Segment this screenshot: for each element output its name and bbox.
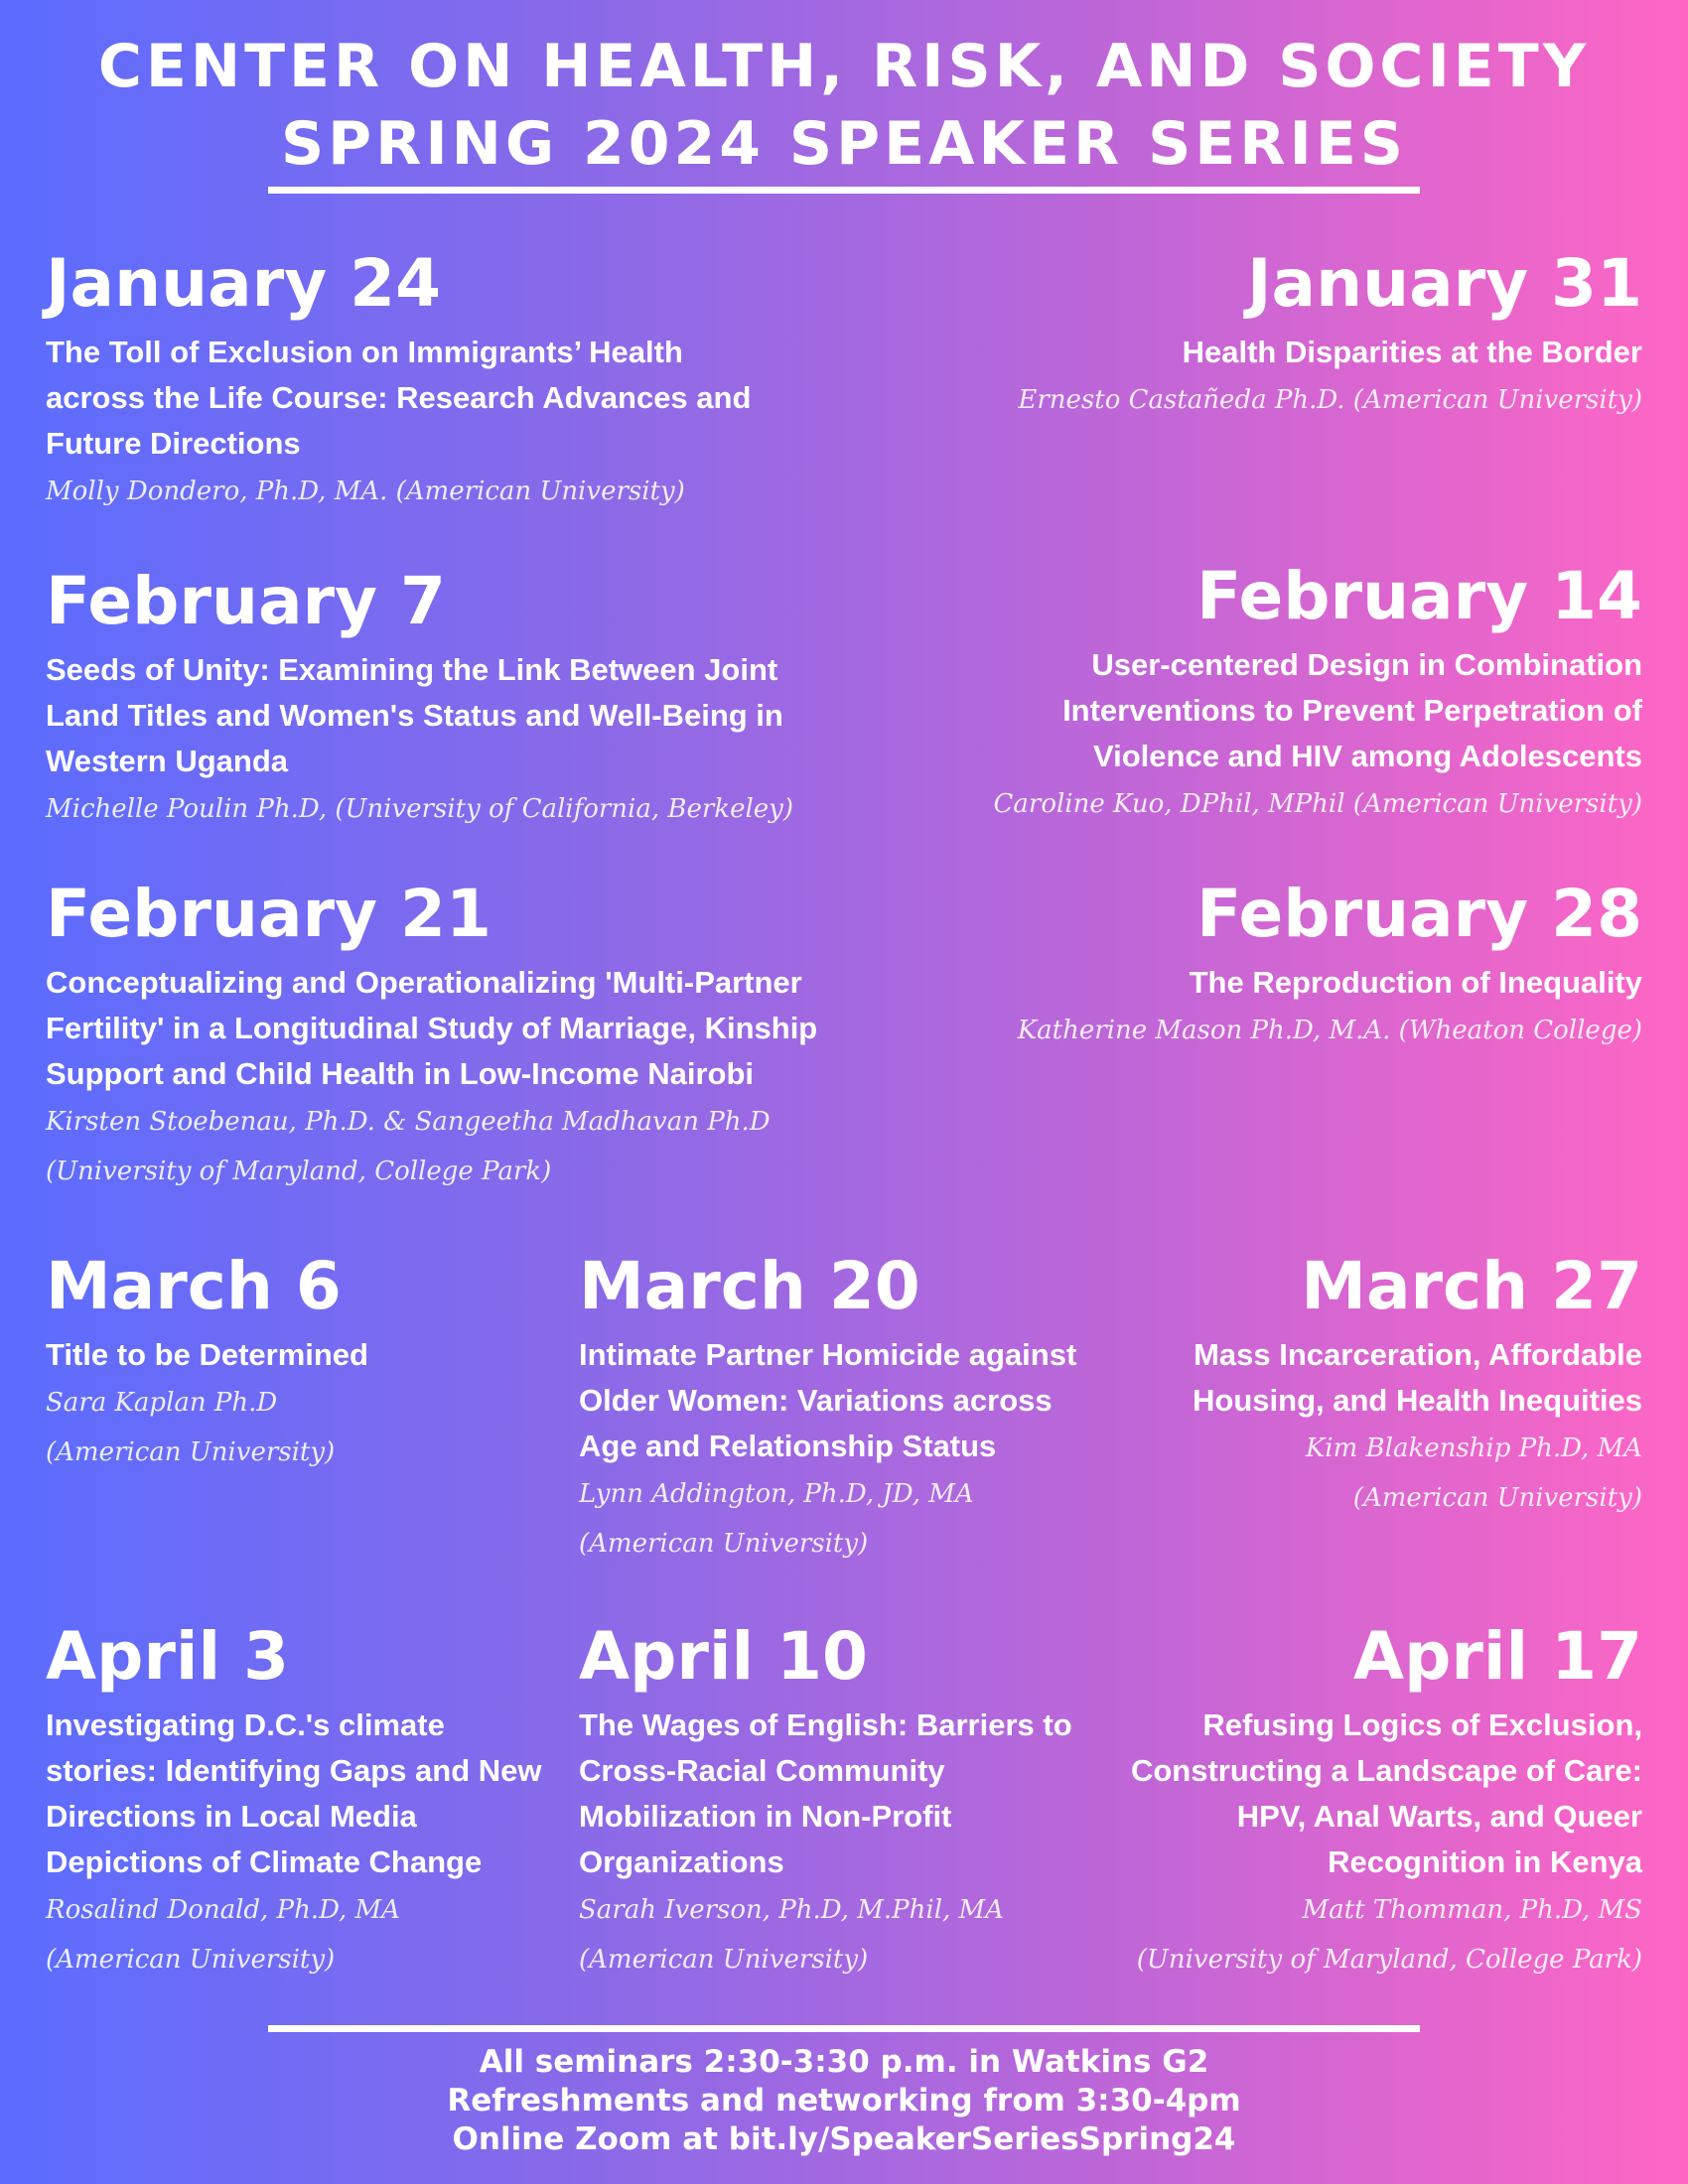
event-march-6 [46,1248,542,1477]
event-title: Conceptualizing and Operationalizing 'Multi-Partner Fertility' in a Longitudinal Study of Marriage, Kinship Support and Child Health in Low-Income Nairobi [46,965,818,1091]
event-affiliation: (University of Maryland, College Park) [1136,1945,1642,1975]
event-date: March 20 [579,1248,920,1324]
event-title: Investigating D.C.'s climate stories: Identifying Gaps and New Directions in Local Media Depictions of Climate Change [46,1707,542,1879]
event-affiliation: (American University) [46,1945,336,1975]
event-date: April 17 [1353,1618,1642,1695]
event-date: January 31 [1247,245,1642,322]
event-february-21 [46,876,870,1196]
event-april-17 [1102,1618,1642,1984]
event-affiliation: (American University) [1352,1483,1642,1513]
event-affiliation: (American University) [46,1437,336,1467]
event-title: The Toll of Exclusion on Immigrants’ Health across the Life Course: Research Advances and Future Directions [46,335,752,461]
event-date: February 7 [46,563,446,639]
event-affiliation: (American University) [579,1529,869,1559]
event-title: Seeds of Unity: Examining the Link Between Joint Land Titles and Women's Status and Well-Being in Western Uganda [46,652,783,778]
event-date: April 3 [46,1618,290,1695]
event-affiliation: (University of Maryland, College Park) [46,1157,552,1186]
footer-divider [268,2025,1420,2032]
event-title: User-centered Design in Combination Interventions to Prevent Perpetration of Violence and HIV among Adolescents [1062,647,1642,773]
event-april-3 [46,1618,542,1984]
poster-header [0,28,1688,183]
event-january-24 [46,245,761,516]
event-date: March 27 [1301,1248,1642,1324]
event-speaker: Rosalind Donald, Ph.D, MA [46,1895,400,1925]
seminar-time-location: All seminars 2:30-3:30 p.m. in Watkins G2 [479,2044,1209,2080]
event-march-20 [579,1248,1115,1569]
event-february-14 [943,558,1642,829]
refreshments-note: Refreshments and networking from 3:30-4pm [447,2083,1241,2118]
event-speaker: Sara Kaplan Ph.D [46,1388,278,1418]
zoom-link-note: Online Zoom at bit.ly/SpeakerSeriesSpring24 [452,2121,1236,2157]
event-april-10 [579,1618,1075,1984]
event-date: March 6 [46,1248,342,1324]
event-speaker: Ernesto Castañeda Ph.D. (American University) [1018,385,1642,415]
event-speaker: Matt Thomman, Ph.D, MS [1302,1895,1642,1925]
event-march-27 [1156,1248,1642,1523]
event-february-28 [947,876,1642,1055]
event-speaker: Kirsten Stoebenau, Ph.D. & Sangeetha Madhavan Ph.D [46,1107,771,1137]
event-title: Health Disparities at the Border [1182,335,1642,369]
event-date: February 28 [1196,876,1642,952]
event-title: Intimate Partner Homicide against Older Women: Variations across Age and Relationship Status [579,1337,1077,1463]
event-date: April 10 [579,1618,868,1695]
event-date: February 21 [46,876,492,952]
event-speaker: Sarah Iverson, Ph.D, M.Phil, MA [579,1895,1004,1925]
event-speaker: Lynn Addington, Ph.D, JD, MA [579,1479,974,1509]
event-date: February 14 [1196,558,1642,634]
event-title: Mass Incarceration, Affordable Housing, and Health Inequities [1193,1337,1642,1418]
event-speaker: Katherine Mason Ph.D, M.A. (Wheaton College) [1017,1016,1642,1045]
event-speaker: Michelle Poulin Ph.D, (University of California, Berkeley) [46,794,793,824]
center-name-heading: CENTER ON HEALTH, RISK, AND SOCIETY [97,32,1591,101]
event-title: The Wages of English: Barriers to Cross-Racial Community Mobilization in Non-Profit Organizations [579,1707,1072,1879]
event-speaker: Molly Dondero, Ph.D, MA. (American University) [46,477,685,506]
event-speaker: Caroline Kuo, DPhil, MPhil (American University) [993,789,1642,819]
event-february-7 [46,563,850,834]
header-divider [268,187,1420,194]
event-speaker: Kim Blakenship Ph.D, MA [1305,1433,1642,1463]
poster-footer [0,2043,1688,2159]
event-january-31 [947,245,1642,425]
event-date: January 24 [46,245,441,322]
event-title: Refusing Logics of Exclusion, Constructing a Landscape of Care: HPV, Anal Warts, and Queer Recognition in Kenya [1130,1707,1642,1879]
event-title: The Reproduction of Inequality [1189,965,1642,1000]
series-title-heading: SPRING 2024 SPEAKER SERIES [280,109,1408,179]
event-title: Title to be Determined [46,1337,368,1372]
event-affiliation: (American University) [579,1945,869,1975]
